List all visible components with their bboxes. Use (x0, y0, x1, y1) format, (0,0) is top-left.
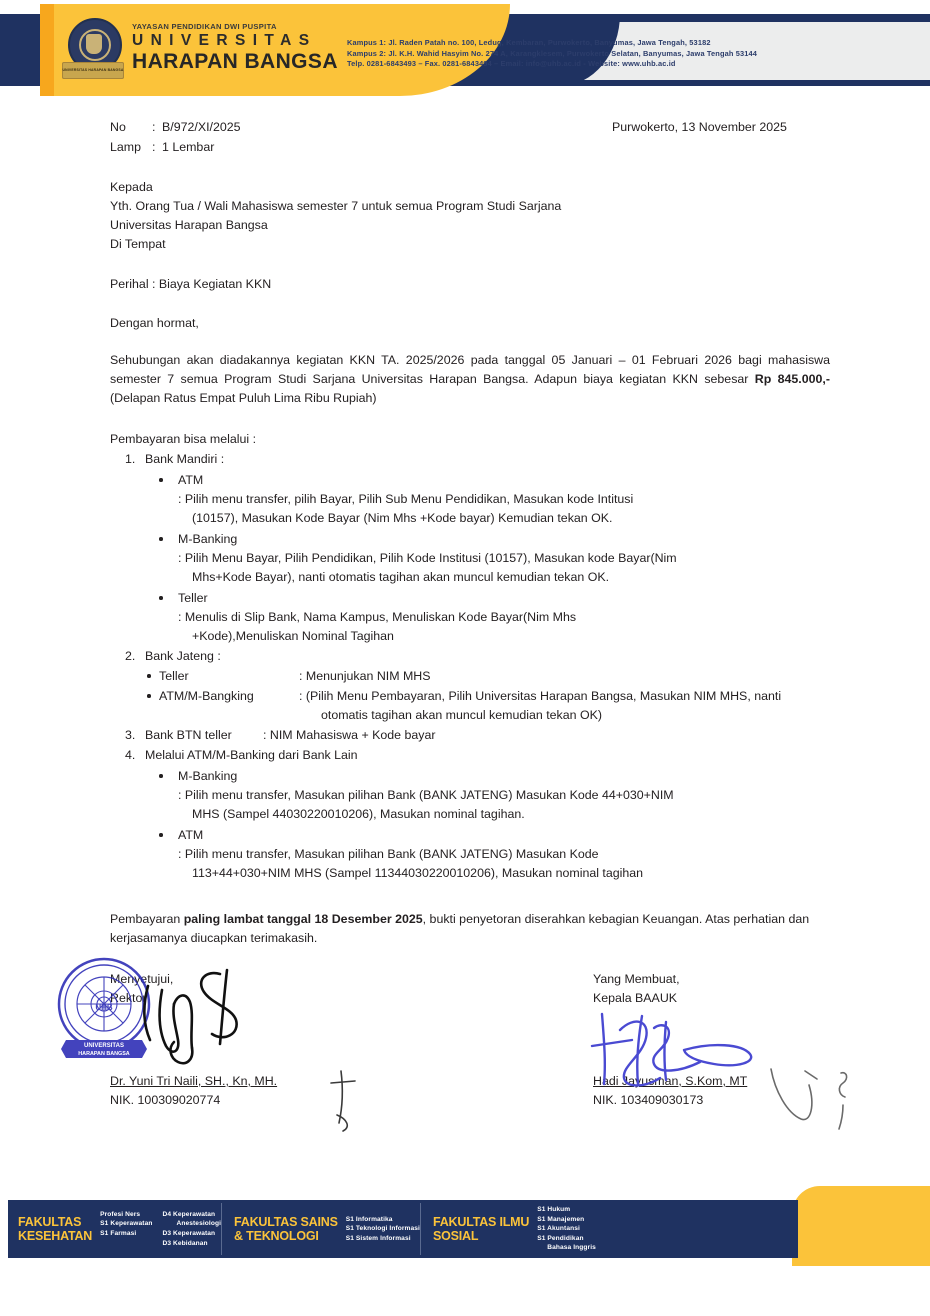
letter-attachment-label: Lamp (110, 140, 141, 154)
footer (0, 1186, 930, 1272)
method-desc-line-2: otomatis tagihan akan muncul kemudian tekan OK) (321, 708, 603, 722)
program-item: Anestesiologi (176, 1220, 222, 1228)
program-column (162, 1210, 221, 1248)
signature-right-name: Hadi Jayusman, S.Kom, MT (593, 1074, 748, 1088)
faculty-name (234, 1215, 338, 1243)
closing-part-2: , bukti penyetoran diserahkan kebagian Keuangan. Atas perhatian dan kerjasamanya diucapkan terimakasih. (110, 912, 810, 945)
method-desc-line-2: MHS (Sampel 44030220010206), Masukan nominal tagihan. (192, 807, 525, 821)
address-line-2: Kampus 2: Jl. K.H. Wahid Hasyim No. 274 A, Karangklesem, Purwokerto Selatan, Banyumas, Jawa Tengah 53144 (347, 48, 758, 58)
method-list (145, 767, 830, 883)
faculty-programs (346, 1215, 420, 1244)
signature-area (78, 970, 830, 1120)
method-desc-line-2: Mhs+Kode Bayar), nanti otomatis tagihan akan muncul kemudian tekan OK. (192, 570, 610, 584)
letter-number-colon: : (152, 120, 156, 134)
method-desc-line-1: : Menulis di Slip Bank, Nama Kampus, Menuliskan Kode Bayar(Nim Mhs (178, 610, 577, 624)
addressee-block (100, 178, 830, 254)
method-row (159, 667, 830, 686)
method-row (178, 530, 830, 587)
salutation: Dengan hormat, (110, 316, 199, 330)
program-item: S1 Manajemen (537, 1215, 585, 1223)
university-crest-icon (62, 18, 124, 82)
signature-left-nik: NIK. 100309020774 (110, 1093, 221, 1107)
program-column (100, 1210, 152, 1248)
faculty-programs (100, 1210, 221, 1248)
letter-number-value: B/972/XI/2025 (162, 120, 241, 134)
body-paragraph (100, 351, 830, 408)
faculty-name-line-2: & TEKNOLOGI (234, 1229, 319, 1243)
bank-title: Bank Mandiri : (145, 452, 225, 466)
method-label: Teller (159, 669, 189, 683)
method-row (178, 471, 830, 528)
footer-yellow-block (792, 1186, 930, 1266)
method-row (178, 826, 830, 883)
addressee-kepada: Kepada (110, 180, 153, 194)
crest-ribbon-text: UNIVERSITAS HARAPAN BANGSA (62, 68, 124, 72)
method-description (178, 549, 733, 587)
closing-paragraph (100, 910, 830, 948)
method-item (145, 589, 830, 646)
signature-right-nik: NIK. 103409030173 (593, 1093, 704, 1107)
program-item: S1 Teknologi Informasi (345, 1225, 420, 1233)
bank-number: 3. (125, 728, 136, 742)
method-description (299, 667, 819, 686)
crest-ribbon (62, 62, 124, 79)
method-desc-line-1: : Pilih menu transfer, Masukan pilihan Bank (BANK JATENG) Masukan Kode 44+030+NIM (178, 788, 674, 802)
program-item: S1 Hukum (537, 1206, 571, 1214)
method-description (178, 608, 733, 646)
address-line-1: Kampus 1: Jl. Raden Patah no. 100, Ledug, Kembaran, Purwokerto, Banyumas, Jawa Tengah, 53182 (347, 38, 711, 47)
method-desc-line-1: : Menunjukan NIM MHS (299, 669, 431, 683)
letter-reference-block (100, 118, 830, 160)
bank-number: 2. (125, 649, 136, 663)
method-label: ATM (178, 828, 204, 842)
closing-deadline: paling lambat tanggal 18 Desember 2025 (183, 912, 423, 926)
signature-block-right (593, 970, 747, 1110)
letter-place-date: Purwokerto, 13 November 2025 (612, 120, 787, 134)
method-desc-line-2: +Kode),Menuliskan Nominal Tagihan (192, 629, 394, 643)
method-item (145, 471, 830, 528)
program-item: S1 Farmasi (100, 1230, 137, 1237)
signature-left-line-2: Rektor (110, 991, 147, 1005)
letter-page (0, 100, 930, 1120)
bank-title: Melalui ATM/M-Banking dari Bank Lain (145, 748, 358, 762)
program-item: D3 Keperawatan (162, 1230, 216, 1237)
footer-navy-bar (8, 1200, 798, 1258)
signature-left-name: Dr. Yuni Tri Naili, SH., Kn, MH. (110, 1074, 278, 1088)
method-desc-line-1: : Pilih menu transfer, pilih Bayar, Pilih Sub Menu Pendidikan, Masukan kode Intitusi (178, 492, 634, 506)
method-description (178, 786, 723, 824)
letterhead (0, 0, 930, 100)
foundation-name: YAYASAN PENDIDIKAN DWI PUSPITA (132, 22, 277, 31)
bullet-icon (159, 833, 163, 837)
method-label: ATM/M-Bangking (159, 689, 254, 703)
bullet-icon (159, 596, 163, 600)
bullet-icon (159, 774, 163, 778)
program-column (346, 1215, 420, 1244)
method-desc-line-1: : (Pilih Menu Pembayaran, Pilih Universitas Harapan Bangsa, Masukan NIM MHS, nanti (299, 689, 782, 703)
method-label: ATM (178, 473, 204, 487)
faculty-kesehatan (8, 1203, 221, 1255)
program-item: D4 Keperawatan (162, 1210, 216, 1218)
faculty-name-line-2: SOSIAL (432, 1229, 479, 1243)
method-label: Teller (178, 591, 208, 605)
method-row (159, 687, 830, 725)
bank-inline-description: : NIM Mahasiswa + Kode bayar (263, 728, 436, 742)
method-label: M-Banking (178, 532, 238, 546)
universitas-word: UNIVERSITAS (132, 32, 317, 49)
svg-text:UNIVERSITAS: UNIVERSITAS (84, 1043, 124, 1049)
method-description (299, 687, 819, 725)
bank-list-item (100, 726, 830, 745)
method-item (145, 530, 830, 587)
signature-left-line-1: Menyetujui, (110, 972, 174, 986)
bullet-icon (147, 694, 151, 698)
program-item: S1 Pendidikan (537, 1234, 584, 1242)
bullet-icon (159, 537, 163, 541)
faculty-name (433, 1215, 529, 1243)
method-desc-line-1: : Pilih Menu Bayar, Pilih Pendidikan, Pilih Kode Institusi (10157), Masukan kode Bayar(Nim (178, 551, 677, 565)
method-desc-line-1: : Pilih menu transfer, Masukan pilihan Bank (BANK JATENG) Masukan Kode (178, 847, 599, 861)
payment-intro: Pembayaran bisa melalui : (110, 432, 257, 446)
method-desc-line-2: 113+44+030+NIM MHS (Sampel 11344030220010206), Masukan nominal tagihan (192, 866, 644, 880)
method-description (178, 845, 723, 883)
letter-attachment-row (110, 138, 214, 157)
addressee-line-3: Di Tempat (110, 237, 166, 251)
method-item (145, 667, 830, 686)
method-item (145, 687, 830, 725)
subject-label: Perihal (110, 277, 149, 291)
method-item (145, 826, 830, 883)
subject-value: : Biaya Kegiatan KKN (152, 277, 272, 291)
signature-block-left (78, 970, 278, 1110)
method-list (145, 471, 830, 646)
method-description (178, 490, 733, 528)
body-amount: Rp 845.000,- (754, 372, 830, 386)
program-item: Profesi Ners (100, 1210, 141, 1218)
method-label: M-Banking (178, 769, 238, 783)
method-desc-line-2: (10157), Masukan Kode Bayar (Nim Mhs +Kode bayar) Kemudian tekan OK. (192, 511, 613, 525)
signature-right-line-1: Yang Membuat, (593, 972, 680, 986)
program-item: S1 Sistem Informasi (345, 1234, 411, 1242)
initial-mark-left-icon (325, 1065, 385, 1135)
method-list (145, 667, 830, 725)
bank-list-item (100, 450, 830, 646)
program-item: Bahasa Inggris (547, 1244, 596, 1252)
bullet-icon (147, 674, 151, 678)
bank-title (145, 726, 830, 745)
faculty-ilmu-sosial (420, 1203, 596, 1255)
bank-title-label: Bank BTN teller (145, 728, 232, 742)
letter-number-row (110, 118, 241, 137)
program-item: S1 Akuntansi (537, 1225, 580, 1233)
letterhead-yellow-tab (40, 4, 54, 96)
address-line-3: Telp. 0281-6843493 – Fax. 0281-6843494 – Email: info@uhb.ac.id - Website: www.uhb.ac.id (347, 59, 676, 69)
addressee-line-1: Yth. Orang Tua / Wali Mahasiswa semester 7 untuk semua Program Studi Sarjana (110, 199, 562, 213)
letter-attachment-value: 1 Lembar (162, 140, 215, 154)
letter-body (78, 118, 830, 1120)
closing-part-1: Pembayaran (110, 912, 184, 926)
bank-list (100, 450, 830, 883)
faculty-name-line-1: FAKULTAS ILMU (432, 1215, 530, 1229)
program-item: S1 Informatika (345, 1215, 393, 1223)
body-paragraph-part2: (Delapan Ratus Empat Puluh Lima Ribu Rupiah) (110, 391, 377, 405)
program-item: D3 Kebidanan (162, 1239, 208, 1247)
faculty-name-line-1: FAKULTAS SAINS (234, 1215, 338, 1229)
faculty-name-line-2: KESEHATAN (18, 1229, 93, 1243)
faculty-name-line-1: FAKULTAS (18, 1215, 82, 1229)
subject-row (100, 275, 830, 294)
bank-list-item (100, 746, 830, 883)
svg-text:HARAPAN BANGSA: HARAPAN BANGSA (78, 1051, 130, 1057)
letter-number-label: No (110, 120, 126, 134)
initial-mark-right-icon (765, 1065, 865, 1135)
bank-number: 1. (125, 452, 136, 466)
bullet-icon (159, 478, 163, 482)
bank-title: Bank Jateng : (145, 649, 221, 663)
harapan-bangsa-word: HARAPAN BANGSA (132, 50, 338, 73)
method-row (178, 767, 830, 824)
program-item: S1 Keperawatan (100, 1220, 153, 1228)
official-stamp-icon (48, 952, 170, 1074)
letter-attachment-colon: : (152, 140, 156, 154)
svg-text:UHB: UHB (95, 1003, 113, 1012)
addressee-line-2: Universitas Harapan Bangsa (110, 218, 268, 232)
letterhead-address (347, 38, 922, 70)
body-paragraph-part1: Sehubungan akan diadakannya kegiatan KKN TA. 2025/2026 pada tanggal 05 Januari – 01 Februari 2026 bagi mahasiswa semester 7 semua Program Studi Sarjana Universitas Harapan Bangsa. Adapun biaya kegiatan KKN sebesar (110, 353, 830, 386)
program-column (537, 1205, 596, 1253)
signature-right-line-2: Kepala BAAUK (593, 991, 678, 1005)
bank-list-item (100, 647, 830, 725)
bank-number: 4. (125, 748, 136, 762)
method-row (178, 589, 830, 646)
faculty-programs (537, 1205, 596, 1253)
method-item (145, 767, 830, 824)
faculty-sains-teknologi (221, 1203, 420, 1255)
faculty-name (18, 1215, 92, 1243)
